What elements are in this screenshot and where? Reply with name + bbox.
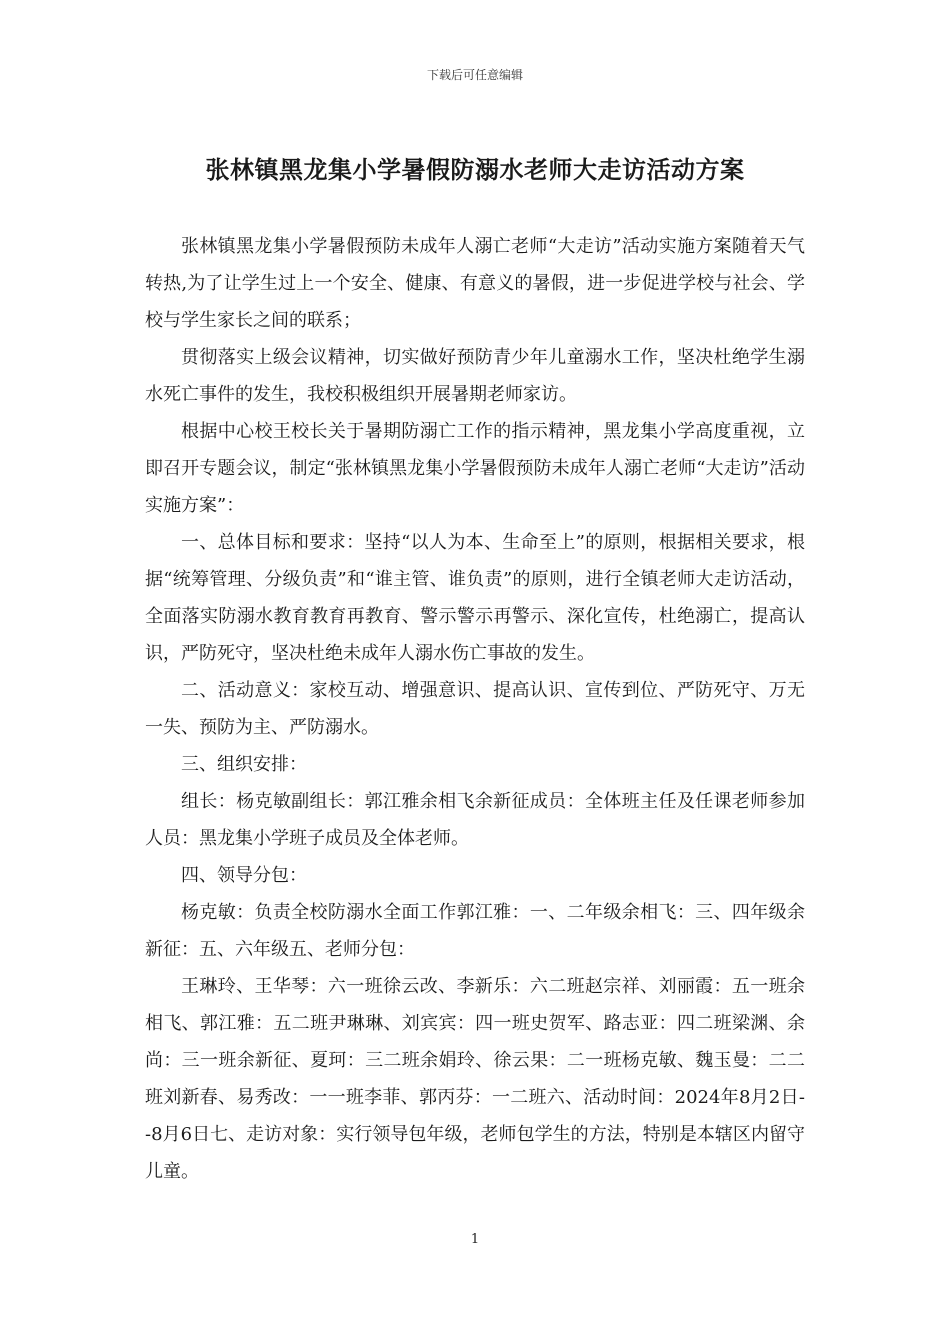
paragraph-section-3-heading: 三、组织安排： <box>181 754 307 775</box>
paragraph-organization: 组长：杨克敏副组长：郭江雅余相飞余新征成员：全体班主任及任课老师参加人员：黑龙集小学班子成员及全体老师。 <box>145 791 805 849</box>
paragraph-section-2: 二、活动意义：家校互动、增强意识、提高认识、宣传到位、严防死守、万无一失、预防为主、严防溺水。 <box>145 680 805 738</box>
document-title: 张林镇黑龙集小学暑假防溺水老师大走访活动方案 <box>205 156 745 184</box>
paragraph-intro: 张林镇黑龙集小学暑假预防未成年人溺亡老师“大走访”活动实施方案随着天气转热,为了让学生过上一个安全、健康、有意义的暑假，进一步促进学校与社会、学校与学生家长之间的联系； <box>145 236 805 331</box>
paragraph-leadership: 杨克敏：负责全校防溺水全面工作郭江雅：一、二年级余相飞：三、四年级余新征：五、六年级五、老师分包： <box>145 902 805 960</box>
document-body <box>145 228 805 1190</box>
paragraph-implement: 贯彻落实上级会议精神，切实做好预防青少年儿童溺水工作，坚决杜绝学生溺水死亡事件的发生，我校积极组织开展暑期老师家访。 <box>145 347 805 405</box>
paragraph-section-4-heading: 四、领导分包： <box>181 865 307 886</box>
paragraph-teacher-assignments: 王琳玲、王华琴：六一班徐云改、李新乐：六二班赵宗祥、刘丽霞：五一班余相飞、郭江雅：五二班尹琳琳、刘宾宾：四一班史贺军、路志亚：四二班梁渊、余尚：三一班余新征、夏珂：三二班余娟玲、徐云果：二一班杨克敏、魏玉曼：二二班刘新春、易秀改：一一班李菲、郭丙芬：一二班六、活动时间：2024年8月2日--8月6日七、走访对象：实行领导包年级，老师包学生的方法，特别是本辖区内留守儿童。 <box>145 976 805 1182</box>
page-number: 1 <box>470 1232 480 1247</box>
paragraph-instruction: 根据中心校王校长关于暑期防溺亡工作的指示精神，黑龙集小学高度重视，立即召开专题会议，制定“张林镇黑龙集小学暑假预防未成年人溺亡老师“大走访”活动实施方案”： <box>145 421 805 516</box>
header-note: 下载后可任意编辑 <box>426 68 523 82</box>
paragraph-section-1: 一、总体目标和要求：坚持“以人为本、生命至上”的原则，根据相关要求，根据“统筹管理、分级负责”和“谁主管、谁负责”的原则，进行全镇老师大走访活动，全面落实防溺水教育教育再教育、警示警示再警示、深化宣传，杜绝溺亡，提高认识，严防死守，坚决杜绝未成年人溺水伤亡事故的发生。 <box>145 532 805 664</box>
